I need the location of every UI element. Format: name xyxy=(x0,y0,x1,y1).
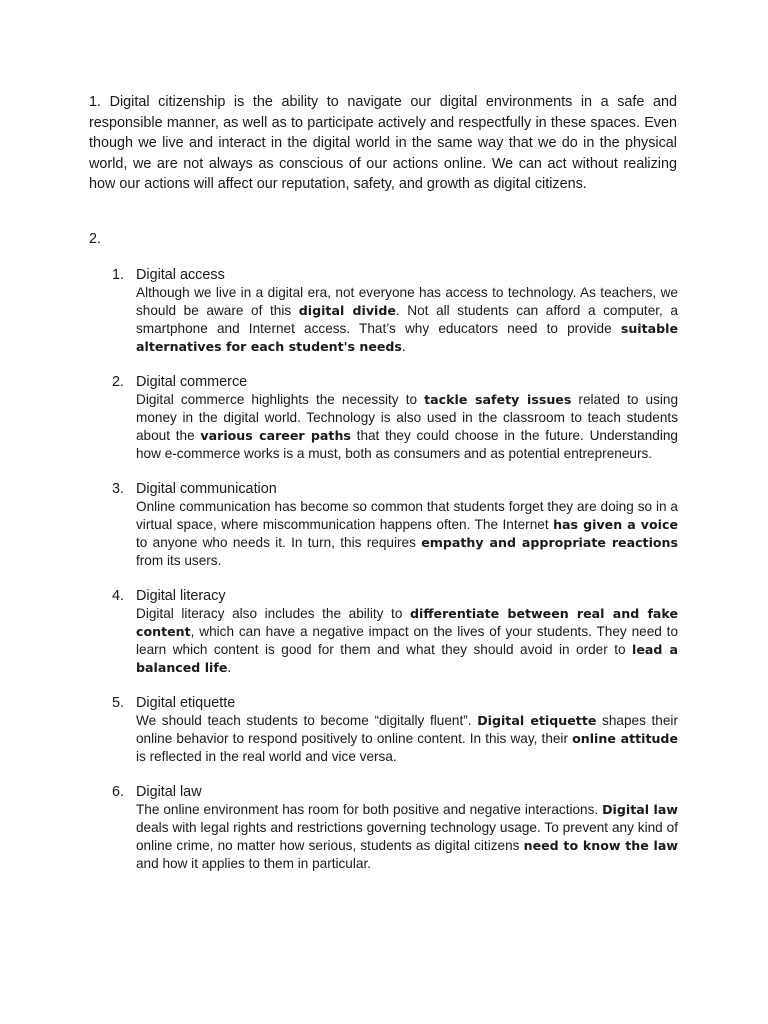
list-item-body xyxy=(136,605,678,677)
body-text: to anyone who needs it. In turn, this requires xyxy=(136,535,422,550)
list-item-body xyxy=(136,712,678,766)
body-text: shapes their online behavior to respond positively to online content. In this way, their xyxy=(136,713,678,746)
list-item-title: Digital etiquette xyxy=(136,695,236,711)
body-text: We should teach students to become “digitally fluent”. xyxy=(136,713,478,728)
list-item-body xyxy=(136,498,678,570)
list-item-body xyxy=(136,284,678,356)
body-bold-text: suitable alternatives for each student's needs xyxy=(136,321,678,354)
body-text: The online environment has room for both positive and negative interactions. xyxy=(136,802,603,817)
list-item-digital-literacy xyxy=(112,587,678,677)
body-bold-text: online attitude xyxy=(572,731,678,746)
body-text: Digital literacy also includes the ability to xyxy=(136,606,411,621)
list-item-title: Digital commerce xyxy=(136,374,248,390)
list-item-title: Digital literacy xyxy=(136,588,226,604)
body-text: Digital commerce highlights the necessity to xyxy=(136,392,425,407)
body-text: Although we live in a digital era, not everyone has access to technology. As teachers, we should be aware of this xyxy=(136,285,678,318)
body-text: , which can have a negative impact on the lives of your students. They need to learn which content is good for them and what they should avoid in order to xyxy=(136,624,678,657)
digital-citizenship-list xyxy=(112,266,678,890)
body-bold-text: various career paths xyxy=(200,428,351,443)
list-item-digital-access xyxy=(112,266,678,356)
list-item-body xyxy=(136,801,678,873)
body-text: and how it applies to them in particular. xyxy=(136,856,372,871)
body-bold-text: Digital law xyxy=(602,802,678,817)
body-text: is reflected in the real world and vice versa. xyxy=(136,749,397,764)
list-item-number: 3. xyxy=(112,481,125,497)
list-item-number: 6. xyxy=(112,784,125,800)
body-bold-text: differentiate between real and fake content xyxy=(136,606,678,639)
body-bold-text: lead a balanced life xyxy=(136,642,678,675)
list-item-digital-etiquette xyxy=(112,694,678,766)
body-bold-text: Digital etiquette xyxy=(477,713,597,728)
list-item-digital-commerce xyxy=(112,373,678,463)
list-item-digital-law xyxy=(112,783,678,873)
list-item-number: 1. xyxy=(112,267,125,283)
body-text: Online communication has become so common that students forget they are doing so in a virtual space, where miscommunication happens often. The Internet xyxy=(136,499,678,532)
body-text: from its users. xyxy=(136,553,222,568)
body-text: . xyxy=(401,339,406,354)
body-text: . xyxy=(227,660,232,675)
body-text: related to using money in the digital world. Technology is also used in the classroom to teach students about the xyxy=(136,392,679,443)
list-item-title: Digital law xyxy=(136,784,202,800)
body-bold-text: empathy and appropriate reactions xyxy=(421,535,679,550)
body-bold-text: digital divide xyxy=(298,303,396,318)
body-text: deals with legal rights and restrictions governing technology usage. To prevent any kind of online crime, no matter how serious, students as digital citizens xyxy=(136,820,678,853)
list-item-number: 4. xyxy=(112,588,125,604)
body-bold-text: has given a voice xyxy=(553,517,678,532)
body-bold-text: need to know the law xyxy=(523,838,678,853)
body-bold-text: tackle safety issues xyxy=(424,392,572,407)
list-item-number: 5. xyxy=(112,695,125,711)
list-item-title: Digital access xyxy=(136,267,225,283)
list-item-title: Digital communication xyxy=(136,481,277,497)
intro-paragraph: 1. Digital citizenship is the ability to navigate our digital environments in a safe and responsible manner, as well as to participate actively and respectfully in these spaces. Even though we live and interact in the digital world in the same way that we do in the physical world, we are not always as conscious of our actions online. We can act without realizing how our actions will affect our reputation, safety, and growth as digital citizens. xyxy=(89,94,677,193)
list-item-digital-communication xyxy=(112,480,678,570)
section-number: 2. xyxy=(89,231,102,247)
list-item-body xyxy=(136,391,678,463)
body-text: that they could choose in the future. Understanding how e-commerce works is a must, both as consumers and as potential entrepreneurs. xyxy=(136,428,678,461)
list-item-number: 2. xyxy=(112,374,125,390)
body-text: . Not all students can afford a computer, a smartphone and Internet access. That’s why educators need to provide xyxy=(136,303,678,336)
